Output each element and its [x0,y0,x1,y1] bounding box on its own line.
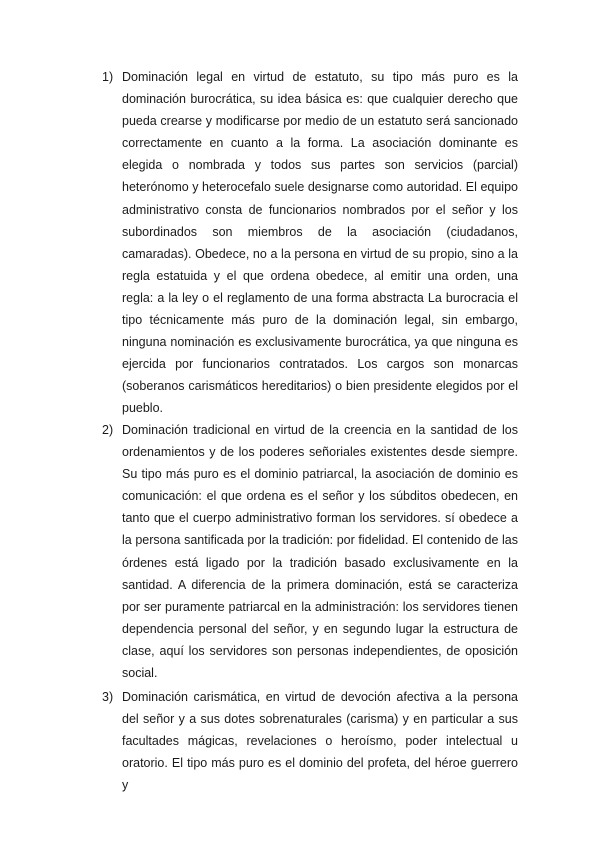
item-paragraph: Dominación legal en virtud de estatuto, su tipo más puro es la dominación burocrática, su idea básica es: que cualquier derecho que pueda crearse y modificarse por medio de un estatuto será sancionado correctamente en cuanto a la forma. La asociación dominante es elegida o nombrada y todos sus partes son servicios (parcial) heterónomo y heterocefalo suele designarse como autoridad. El equipo administrativo consta de funcionarios nombrados por el señor y los subordinados son miembros de la asociación (ciudadanos, camaradas). Obedece, no a la persona en virtud de su propio, sino a la regla estatuida y el que ordena obedece, al emitir una orden, una regla: a la ley o el reglamento de una forma abstracta La burocracia el tipo técnicamente más puro de la dominación legal, sin embargo, ninguna nominación es exclusivamente burocrática, ya que ninguna es ejercida por funcionarios contratados. Los cargos son monarcas (soberanos carismáticos hereditarios) o bien presidente elegidos por el pueblo. [122,70,518,416]
list-item-1 [104,66,518,420]
list-item-2 [104,419,518,684]
item-number: 1) [102,70,114,84]
item-number: 2) [102,423,114,437]
item-paragraph: Dominación tradicional en virtud de la creencia en la santidad de los ordenamientos y de los poderes señoriales existentes desde siempre. Su tipo más puro es el dominio patriarcal, la asociación de dominio es comunicación: el que ordena es el señor y los súbditos obedecen, en tanto que el cuerpo administrativo forman los servidores. sí obedece a la persona santificada por la tradición: por fidelidad. El contenido de las órdenes está ligado por la tradición basado exclusivamente en la santidad. A diferencia de la primera dominación, está se caracteriza por ser puramente patriarcal en la administración: los servidores tienen dependencia personal del señor, y en segundo lugar la estructura de clase, aquí los servidores son personas independientes, de oposición social. [122,423,518,681]
list-item-3 [104,686,518,796]
item-number: 3) [102,690,114,704]
item-paragraph: Dominación carismática, en virtud de devoción afectiva a la persona del señor y a sus dotes sobrenaturales (carisma) y en particular a sus facultades mágicas, revelaciones o heroísmo, poder intelectual u oratorio. El tipo más puro es el dominio del profeta, del héroe guerrero y [122,690,518,793]
